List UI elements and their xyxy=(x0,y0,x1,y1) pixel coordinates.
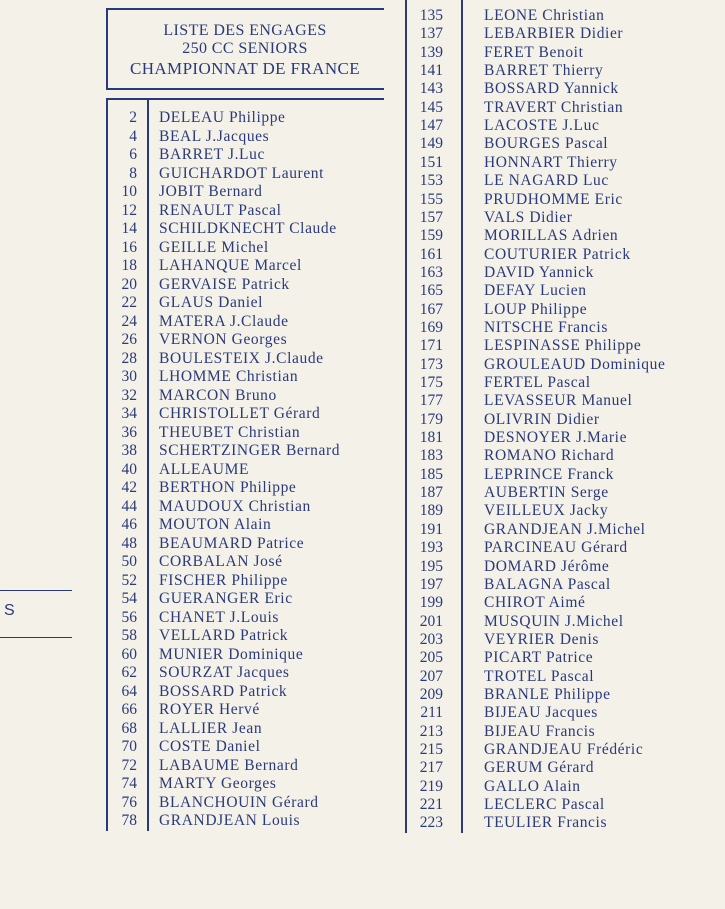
entry-name: PARCINEAU Gérard xyxy=(484,539,628,557)
entry-number: 30 xyxy=(121,368,137,385)
entry-number: 58 xyxy=(121,627,137,644)
entry-name: BIJEAU Francis xyxy=(484,722,596,740)
entry-name: FISCHER Philippe xyxy=(159,571,288,589)
entry-name: BOURGES Pascal xyxy=(484,135,609,153)
entry-name: DESNOYER J.Marie xyxy=(484,429,628,447)
entry-number: 10 xyxy=(121,183,137,200)
entry-name: GRANDJEAU Frédéric xyxy=(484,741,644,758)
entry-number: 217 xyxy=(419,759,443,777)
entry-number: 76 xyxy=(121,793,137,811)
entry-number: 32 xyxy=(121,386,137,404)
entry-name: CHIROT Aimé xyxy=(484,594,586,612)
entry-number: 203 xyxy=(419,630,443,648)
entry-number: 145 xyxy=(419,98,443,116)
entry-number: 54 xyxy=(121,590,137,607)
entry-name: GEILLE Michel xyxy=(159,238,269,256)
entry-name: VEILLEUX Jacky xyxy=(484,502,609,520)
entry-number: 223 xyxy=(419,814,443,832)
entry-name: TEULIER Francis xyxy=(484,814,608,832)
entry-name: GUICHARDOT Laurent xyxy=(159,164,325,182)
entry-name: CHRISTOLLET Gérard xyxy=(159,405,321,422)
entry-name: MARCON Bruno xyxy=(159,386,277,404)
entry-number: 68 xyxy=(121,719,137,737)
entry-number: 221 xyxy=(419,796,443,814)
entry-name: CORBALAN José xyxy=(159,553,283,570)
entry-name: VALS Didier xyxy=(484,208,573,226)
entry-number: 195 xyxy=(419,557,443,575)
entry-number: 64 xyxy=(121,682,137,700)
entry-number: 2 xyxy=(129,109,137,126)
entry-number: 34 xyxy=(121,405,137,422)
entry-name: ALLEAUME xyxy=(159,460,250,478)
entry-name: GALLO Alain xyxy=(484,777,581,795)
entry-number: 56 xyxy=(121,608,137,626)
entry-name: BERTHON Philippe xyxy=(159,479,297,496)
entry-number: 52 xyxy=(121,571,137,589)
entry-name: BIJEAU Jacques xyxy=(484,704,598,722)
entry-number: 36 xyxy=(121,423,137,441)
entry-number: 177 xyxy=(419,392,443,410)
entry-name: LOUP Philippe xyxy=(484,300,588,318)
entry-number: 151 xyxy=(419,153,443,171)
entry-name: SCHERTZINGER Bernard xyxy=(159,442,341,459)
entry-number: 44 xyxy=(121,497,137,515)
entry-number: 183 xyxy=(419,447,443,465)
entry-name: ROYER Hervé xyxy=(159,701,260,718)
entry-number: 207 xyxy=(419,667,443,685)
entry-number: 157 xyxy=(419,208,443,226)
entry-number: 153 xyxy=(419,172,443,190)
entry-name: BOSSARD Patrick xyxy=(159,682,288,700)
entry-name: SOURZAT Jacques xyxy=(159,664,290,681)
entry-name: GRANDJEAN Louis xyxy=(159,812,301,829)
entry-number: 26 xyxy=(121,331,137,348)
entry-number: 72 xyxy=(121,756,137,774)
entry-number: 193 xyxy=(419,539,443,557)
entry-number: 169 xyxy=(419,318,443,336)
entry-name: LALLIER Jean xyxy=(159,719,263,737)
entry-name: MOUTON Alain xyxy=(159,516,272,533)
entry-number: 163 xyxy=(419,263,443,281)
entry-number: 24 xyxy=(121,312,137,330)
entry-name: VERNON Georges xyxy=(159,331,288,348)
entry-name: FERET Benoit xyxy=(484,43,584,61)
entry-number: 135 xyxy=(419,7,443,24)
entry-name: BARRET Thierry xyxy=(484,62,604,80)
entry-name: LE NAGARD Luc xyxy=(484,172,609,190)
entry-name: VEYRIER Denis xyxy=(484,630,599,648)
entry-name: SCHILDKNECHT Claude xyxy=(159,220,337,237)
entry-name: TROTEL Pascal xyxy=(484,667,595,685)
entry-number: 211 xyxy=(420,704,443,722)
right-table-number-rule xyxy=(461,0,463,833)
entry-name: NITSCHE Francis xyxy=(484,318,608,336)
entry-name: MAUDOUX Christian xyxy=(159,497,311,515)
entry-name: GRANDJEAN J.Michel xyxy=(484,520,646,538)
entry-number: 191 xyxy=(419,520,443,538)
entry-name: BALAGNA Pascal xyxy=(484,575,611,593)
entry-number: 147 xyxy=(419,117,443,135)
entry-name: PICART Patrice xyxy=(484,649,594,667)
entry-number: 8 xyxy=(129,164,137,182)
entry-name: GERVAISE Patrick xyxy=(159,275,290,293)
entry-name: MUNIER Dominique xyxy=(159,645,304,663)
entry-name: AUBERTIN Serge xyxy=(484,484,609,502)
entry-number: 215 xyxy=(419,741,443,758)
entry-name: BOULESTEIX J.Claude xyxy=(159,349,324,367)
entry-number: 20 xyxy=(121,275,137,293)
entry-number: 173 xyxy=(419,355,443,373)
entry-name: GLAUS Daniel xyxy=(159,294,264,311)
entry-name: DAVID Yannick xyxy=(484,263,594,281)
entry-name: TRAVERT Christian xyxy=(484,98,624,116)
entry-number: 74 xyxy=(121,775,137,792)
entry-number: 48 xyxy=(121,534,137,552)
entry-number: 199 xyxy=(419,594,443,612)
entry-number: 137 xyxy=(419,25,443,43)
entry-number: 159 xyxy=(419,227,443,245)
entry-name: MUSQUIN J.Michel xyxy=(484,612,624,630)
entry-number: 22 xyxy=(121,294,137,311)
entry-name: LHOMME Christian xyxy=(159,368,299,385)
margin-fragment-text: S xyxy=(4,602,15,619)
title-line-3: CHAMPIONNAT DE FRANCE xyxy=(129,59,361,78)
entry-number: 165 xyxy=(419,282,443,300)
left-table-number-rule xyxy=(147,98,149,831)
entry-name: BRANLE Philippe xyxy=(484,685,611,703)
entry-number: 187 xyxy=(419,484,443,502)
entry-number: 38 xyxy=(121,442,137,459)
entry-number: 197 xyxy=(419,575,443,593)
entry-number: 50 xyxy=(121,553,137,570)
entry-number: 16 xyxy=(121,238,137,256)
entry-name: VELLARD Patrick xyxy=(159,627,289,644)
entry-name: COUTURIER Patrick xyxy=(484,245,631,263)
entry-number: 42 xyxy=(121,479,137,496)
entry-name: GERUM Gérard xyxy=(484,759,595,777)
entry-number: 6 xyxy=(129,146,137,163)
entry-name: OLIVRIN Didier xyxy=(484,410,600,428)
entry-name: LACOSTE J.Luc xyxy=(484,117,600,135)
entry-name: LEONE Christian xyxy=(484,7,605,24)
entry-number: 143 xyxy=(419,80,443,98)
entry-name: BARRET J.Luc xyxy=(159,146,265,163)
entry-name: DOMARD Jérôme xyxy=(484,557,610,575)
entry-number: 209 xyxy=(419,685,443,703)
entry-number: 62 xyxy=(121,664,137,681)
entry-name: GUERANGER Eric xyxy=(159,590,293,607)
entry-number: 181 xyxy=(419,429,443,447)
entry-name: FERTEL Pascal xyxy=(484,374,591,391)
entry-name: RENAULT Pascal xyxy=(159,201,282,219)
entry-name: COSTE Daniel xyxy=(159,738,261,755)
entry-number: 46 xyxy=(121,516,137,533)
entry-number: 14 xyxy=(121,220,137,237)
entry-number: 40 xyxy=(121,460,137,478)
entry-number: 179 xyxy=(419,410,443,428)
title-line-2: 250 CC SENIORS xyxy=(182,40,308,57)
entry-name: BEAL J.Jacques xyxy=(159,127,270,145)
entry-name: PRUDHOMME Eric xyxy=(484,190,623,208)
entry-number: 4 xyxy=(129,127,137,145)
entry-number: 161 xyxy=(419,245,443,263)
entry-name: LEPRINCE Franck xyxy=(484,465,614,483)
entry-name: LEVASSEUR Manuel xyxy=(484,392,633,410)
entry-number: 70 xyxy=(121,738,137,755)
entry-number: 28 xyxy=(121,349,137,367)
entry-name: JOBIT Bernard xyxy=(159,183,263,200)
entry-name: LAHANQUE Marcel xyxy=(159,257,302,274)
entry-number: 219 xyxy=(419,777,443,795)
entry-name: MATERA J.Claude xyxy=(159,312,289,330)
entry-number: 171 xyxy=(419,337,443,355)
entry-number: 12 xyxy=(121,201,137,219)
entry-number: 60 xyxy=(121,645,137,663)
entry-number: 185 xyxy=(419,465,443,483)
entry-name: THEUBET Christian xyxy=(159,423,301,441)
entry-name: HONNART Thierry xyxy=(484,153,618,171)
entry-number: 189 xyxy=(419,502,443,520)
entry-name: BEAUMARD Patrice xyxy=(159,534,305,552)
title-line-1: LISTE DES ENGAGES xyxy=(163,22,327,39)
entry-number: 213 xyxy=(419,722,443,740)
entry-number: 167 xyxy=(419,300,443,318)
entry-number: 205 xyxy=(419,649,443,667)
entry-name: BLANCHOUIN Gérard xyxy=(159,793,319,811)
entry-name: GROULEAUD Dominique xyxy=(484,355,666,373)
entry-number: 18 xyxy=(121,257,137,274)
entry-name: DELEAU Philippe xyxy=(159,109,286,126)
entry-number: 201 xyxy=(419,612,443,630)
entry-name: LECLERC Pascal xyxy=(484,796,605,814)
entry-number: 139 xyxy=(419,43,443,61)
entry-number: 78 xyxy=(121,812,137,829)
entry-number: 175 xyxy=(419,374,443,391)
entry-name: MARTY Georges xyxy=(159,775,277,792)
entry-number: 141 xyxy=(419,62,443,80)
entry-name: MORILLAS Adrien xyxy=(484,227,619,245)
entry-name: CHANET J.Louis xyxy=(159,608,280,626)
entry-number: 66 xyxy=(121,701,137,718)
entry-number: 155 xyxy=(419,190,443,208)
entry-name: BOSSARD Yannick xyxy=(484,80,619,98)
entry-name: LESPINASSE Philippe xyxy=(484,337,642,355)
entry-number: 149 xyxy=(419,135,443,153)
entry-name: DEFAY Lucien xyxy=(484,282,587,300)
entry-name: LABAUME Bernard xyxy=(159,756,299,774)
entry-name: LEBARBIER Didier xyxy=(484,25,624,43)
entry-name: ROMANO Richard xyxy=(484,447,615,465)
